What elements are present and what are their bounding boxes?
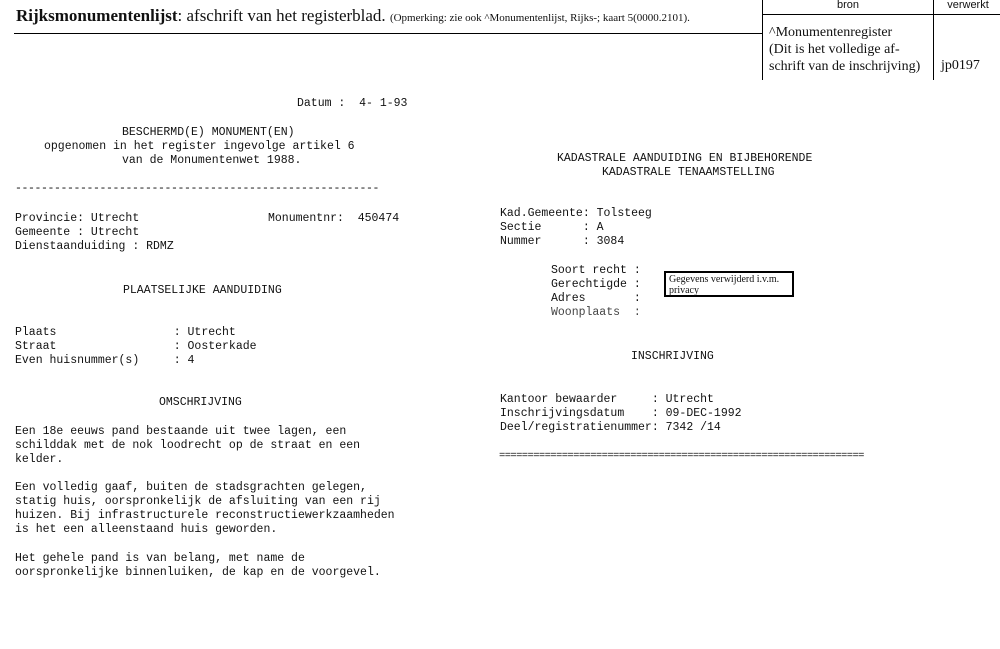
separator: -------------------------------------------------------- — [15, 182, 380, 195]
reference-source — [769, 24, 931, 75]
section-title-inschrijving: INSCHRIJVING — [631, 350, 714, 363]
description-line: Een 18e eeuws pand bestaande uit twee lagen, een — [15, 425, 347, 438]
gerechtigde: Gerechtigde : — [551, 278, 641, 291]
separator: ================================================================ — [499, 450, 864, 462]
privacy-line: privacy — [669, 285, 699, 296]
column-verwerkt: verwerkt — [933, 0, 1000, 14]
heading-line: opgenomen in het register ingevolge artikel 6 — [44, 140, 355, 153]
soort-recht: Soort recht : — [551, 264, 641, 277]
source-line: ^Monumentenregister — [769, 25, 893, 40]
privacy-notice-box — [664, 271, 794, 297]
title-note: (Opmerking: zie ook ^Monumentenlijst, Rijks-; kaart 5(0000.2101). — [389, 12, 690, 24]
woonplaats: Woonplaats : — [551, 306, 641, 319]
description-line: statig huis, oorspronkelijk de afsluiting van een rij — [15, 495, 381, 508]
deel-registratienummer: Deel/registratienummer: 7342 /14 — [500, 421, 721, 434]
monumentnr: Monumentnr: 450474 — [268, 212, 400, 225]
inschrijvingsdatum: Inschrijvingsdatum : 09-DEC-1992 — [500, 407, 742, 420]
reference-table — [762, 0, 1000, 80]
reference-divider — [933, 14, 934, 80]
straat: Straat : Oosterkade — [15, 340, 257, 353]
sectie: Sectie : A — [500, 221, 604, 234]
description-line: oorspronkelijke binnenluiken, de kap en de voorgevel. — [15, 566, 381, 579]
reference-code: jp0197 — [941, 58, 980, 73]
description-line: Het gehele pand is van belang, met name de — [15, 552, 305, 565]
section-title-plaatselijke: PLAATSELIJKE AANDUIDING — [123, 284, 282, 297]
privacy-line: Gegevens verwijderd i.v.m. — [669, 274, 780, 285]
heading-line: van de Monumentenwet 1988. — [122, 154, 302, 167]
document-title — [16, 6, 690, 26]
plaats: Plaats : Utrecht — [15, 326, 236, 339]
heading-line: BESCHERMD(E) MONUMENT(EN) — [122, 126, 295, 139]
reference-table-header — [763, 0, 1000, 15]
kantoor-bewaarder: Kantoor bewaarder : Utrecht — [500, 393, 714, 406]
datum: Datum : 4- 1-93 — [297, 97, 408, 110]
description-line: huizen. Bij infrastructurele reconstructiewerkzaamheden — [15, 509, 395, 522]
title-rest: : afschrift van het registerblad. — [177, 6, 386, 25]
kad-gemeente: Kad.Gemeente: Tolsteeg — [500, 207, 652, 220]
description-line: kelder. — [15, 453, 64, 466]
kadastrale-title: KADASTRALE TENAAMSTELLING — [602, 166, 775, 179]
kadastrale-title: KADASTRALE AANDUIDING EN BIJBEHORENDE — [557, 152, 813, 165]
title-bold: Rijksmonumentenlijst — [16, 6, 178, 25]
dienstaanduiding: Dienstaanduiding : RDMZ — [15, 240, 174, 253]
huisnummer: Even huisnummer(s) : 4 — [15, 354, 195, 367]
nummer: Nummer : 3084 — [500, 235, 625, 248]
source-line: (Dit is het volledige af- — [769, 42, 900, 57]
gemeente: Gemeente : Utrecht — [15, 226, 140, 239]
section-title-omschrijving: OMSCHRIJVING — [159, 396, 242, 409]
column-bron: bron — [836, 0, 860, 11]
adres: Adres : — [551, 292, 641, 305]
source-line: schrift van de inschrijving) — [769, 59, 921, 74]
header-rule — [14, 33, 762, 34]
description-line: is het een alleenstaand huis geworden. — [15, 523, 278, 536]
description-line: Een volledig gaaf, buiten de stadsgrachten gelegen, — [15, 481, 367, 494]
description-line: schilddak met de nok loodrecht op de straat en een — [15, 439, 361, 452]
provincie: Provincie: Utrecht — [15, 212, 140, 225]
